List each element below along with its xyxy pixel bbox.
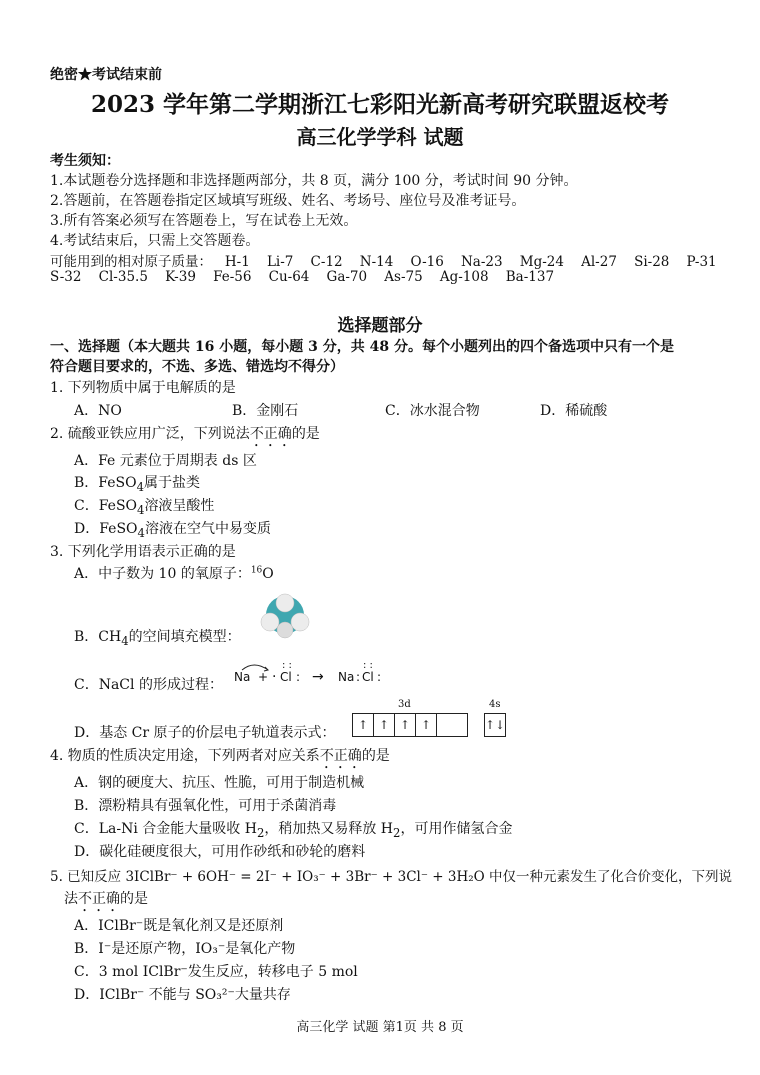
ch4-space-filling-model xyxy=(254,592,316,642)
orbital-cell xyxy=(437,714,467,736)
q3-option-d: D．基态 Cr 原子的价层电子轨道表示式： xyxy=(74,725,336,741)
q1-option-d: D．稀硫酸 xyxy=(540,403,608,419)
orbital-cell: ↑ xyxy=(416,714,437,736)
q4-option-b: B．漂粉精具有强氧化性，可用于杀菌消毒 xyxy=(74,798,337,814)
secret-mark: 绝密★考试结束前 xyxy=(50,67,162,83)
exam-subtitle: 高三化学学科 试题 xyxy=(296,125,464,149)
orbital-cell: ↑ xyxy=(353,714,374,736)
q1-option-b: B．金刚石 xyxy=(232,403,299,419)
nacl-formation-diagram xyxy=(232,660,392,690)
q5-stem-line-2: 法不正确的是 xyxy=(64,891,148,907)
orbital-label-4s: 4s xyxy=(489,699,501,710)
ch4-hydrogen-atom xyxy=(261,613,279,631)
q4-option-c: C．La-Ni 合金能大量吸收 $H_2$，稍加热又易释放 $H_2$，可用作储氢合金 xyxy=(74,821,513,840)
q5-stem-line-1: 5. 已知反应 3IClBr⁻ + 6OH⁻ = 2I⁻ + IO₃⁻ + 3Br⁻ + 3Cl⁻ + 3H₂O 中仅一种元素发生了化合价变化，下列说 xyxy=(50,869,733,885)
q3-option-c: C．NaCl 的形成过程： xyxy=(74,677,223,693)
q3-option-a: A．中子数为 10 的氧原子：$^{16}$O xyxy=(74,565,274,582)
electron-dots: · xyxy=(272,669,277,685)
atomic-mass-line-1: 可能用到的相对原子质量： H-1 Li-7 C-12 N-14 O-16 Na-23 Mg-24 Al-27 Si-28 P-31 xyxy=(50,254,717,270)
orbital-cell: ↑ xyxy=(395,714,416,736)
section-intro-1: 一、选择题（本大题共 16 小题，每小题 3 分，共 48 分。每个小题列出的四个备选项中只有一个是 xyxy=(50,339,674,355)
orbital-cell: ↑↓ xyxy=(484,718,506,732)
page-footer: 高三化学 试题 第1页 共 8 页 xyxy=(296,1020,464,1035)
ch4-hydrogen-atom xyxy=(276,594,294,612)
electron-dots: : : xyxy=(282,660,292,671)
notice-heading: 考生须知： xyxy=(50,153,120,169)
q1-stem: 1. 下列物质中属于电解质的是 xyxy=(50,380,236,396)
na-symbol: Na xyxy=(338,670,355,684)
exam-title: 2023 学年第二学期浙江七彩阳光新高考研究联盟返校考 xyxy=(90,91,670,118)
q4-option-d: D．碳化硅硬度很大，可用作砂纸和砂轮的磨料 xyxy=(74,844,366,860)
q2-stem: 2. 硫酸亚铁应用广泛，下列说法不正确的是 xyxy=(50,426,320,442)
reaction-arrow: → xyxy=(312,669,324,685)
plus-sign: + xyxy=(258,670,269,684)
q4-option-a: A．钢的硬度大、抗压、性脆，可用于制造机械 xyxy=(74,775,365,791)
q3-option-b: B．$CH_4$的空间填充模型： xyxy=(74,629,241,648)
orbital-label-3d: 3d xyxy=(398,699,411,710)
electron-dots: : xyxy=(377,670,382,684)
electron-dots: : xyxy=(296,670,301,684)
ch4-hydrogen-atom xyxy=(277,622,293,638)
notice-line-4: 4.考试结束后，只需上交答题卷。 xyxy=(50,233,260,249)
cl-symbol: Cl xyxy=(362,670,374,684)
orbital-cell: ↑ xyxy=(374,714,395,736)
notice-line-1: 1.本试题卷分选择题和非选择题两部分，共 8 页，满分 100 分，考试时间 90 分钟。 xyxy=(50,173,578,189)
q5-option-a: A．IClBr⁻既是氧化剂又是还原剂 xyxy=(74,918,284,934)
q2-option-c: C．FeSO$_4$溶液呈酸性 xyxy=(74,498,215,517)
q2-option-b: B．FeSO$_4$属于盐类 xyxy=(74,475,201,494)
q4-stem: 4. 物质的性质决定用途，下列两者对应关系不正确的是 xyxy=(50,748,390,764)
atomic-mass-line-2: S-32 Cl-35.5 K-39 Fe-56 Cu-64 Ga-70 As-75 Ag-108 Ba-137 xyxy=(50,269,555,285)
orbital-box-3d xyxy=(352,713,468,737)
section-intro-2: 符合题目要求的，不选、多选、错选均不得分） xyxy=(50,359,344,375)
notice-line-3: 3.所有答案必须写在答题卷上，写在试卷上无效。 xyxy=(50,213,358,229)
q2-option-d: D．FeSO$_4$溶液在空气中易变质 xyxy=(74,521,271,540)
q1-option-c: C．冰水混合物 xyxy=(385,403,480,419)
section-title: 选择题部分 xyxy=(337,316,423,336)
q1-option-a: A．NO xyxy=(74,403,122,419)
electron-dots: : xyxy=(356,670,361,684)
q2-option-a: A．Fe 元素位于周期表 ds 区 xyxy=(74,453,257,469)
q5-option-b: B．I⁻是还原产物，IO₃⁻是氧化产物 xyxy=(74,941,296,957)
notice-line-2: 2.答题前，在答题卷指定区域填写班级、姓名、考场号、座位号及准考证号。 xyxy=(50,193,526,209)
ch4-hydrogen-atom xyxy=(291,613,309,631)
q5-option-d: D．IClBr⁻ 不能与 SO₃²⁻大量共存 xyxy=(74,987,291,1003)
electron-dots: : : xyxy=(363,660,373,671)
orbital-box-4s xyxy=(484,713,506,737)
na-symbol: Na xyxy=(234,670,251,684)
q5-option-c: C．3 mol IClBr⁻发生反应，转移电子 5 mol xyxy=(74,964,358,980)
cl-symbol: Cl xyxy=(280,670,292,684)
q3-stem: 3. 下列化学用语表示正确的是 xyxy=(50,544,236,560)
